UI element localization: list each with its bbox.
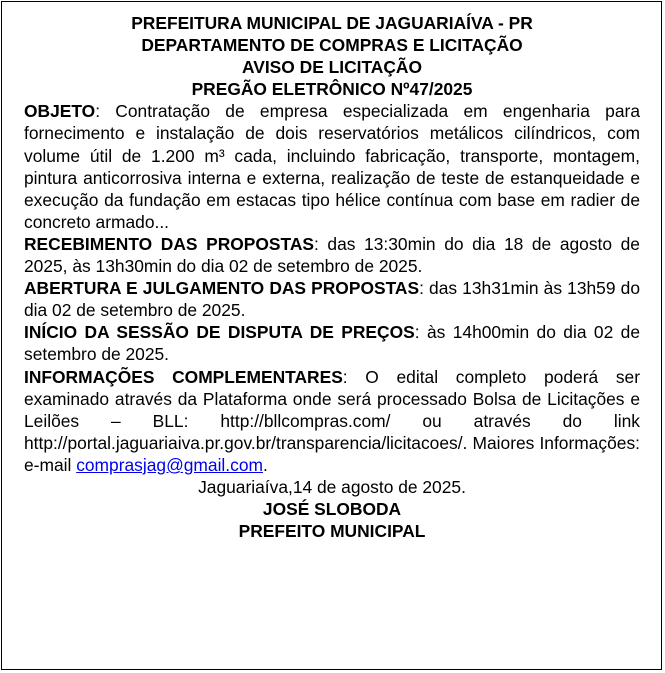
header-department: DEPARTAMENTO DE COMPRAS E LICITAÇÃO (141, 35, 523, 56)
objeto-text: : Contratação de empresa especializada em engenharia para fornecimento e instalação de dois reservatórios metálicos cilíndricos, com volume útil de 1.200 m³ cada, incluindo fabricação, transporte, montagem, pintura anticorrosiva interna e externa, realização de teste de estanqueidade e execução da fundação em estacas tipo hélice contínua com base em radier de concreto armado... (24, 101, 640, 232)
place-date: Jaguariaíva,14 de agosto de 2025. (198, 476, 466, 497)
abertura-paragraph (24, 277, 640, 321)
objeto-paragraph (24, 100, 640, 233)
inicio-label: INÍCIO DA SESSÃO DE DISPUTA DE PREÇOS (24, 322, 415, 343)
abertura-text: : das 13h31min às 13h59 do dia 02 de setembro de 2025. (24, 278, 640, 321)
abertura-label: ABERTURA E JULGAMENTO DAS PROPOSTAS (24, 278, 420, 299)
signatory-name: JOSÉ SLOBODA (262, 499, 402, 520)
inicio-text: : às 14h00min do dia 02 de setembro de 2025. (24, 322, 640, 365)
header-auction-number: PREGÃO ELETRÔNICO Nº47/2025 (191, 79, 473, 100)
informacoes-label: INFORMAÇÕES COMPLEMENTARES (24, 366, 343, 387)
email-link[interactable]: comprasjag@gmail.com (76, 454, 263, 475)
signoff (24, 476, 640, 542)
informacoes-suffix: . (262, 454, 268, 475)
recebimento-text: : das 13:30min do dia 18 de agosto de 2025, às 13h30min do dia 02 de setembro de 2025. (24, 233, 640, 277)
informacoes-text: : O edital completo poderá ser examinado através da Plataforma onde será processado Bolsa de Licitações e Leilões – BLL: http://bllcompras.com/ ou através do link http://portal.jaguariaiva.pr.gov.br/transparencia/licitacoes/. Maiores Informações: e-mail (24, 366, 640, 475)
recebimento-label: RECEBIMENTO DAS PROPOSTAS (24, 233, 314, 254)
informacoes-paragraph (24, 366, 640, 476)
header-municipality: PREFEITURA MUNICIPAL DE JAGUARIAÍVA - PR (131, 13, 533, 33)
signatory-role: PREFEITO MUNICIPAL (238, 521, 426, 542)
inicio-paragraph (24, 321, 640, 365)
recebimento-paragraph (24, 233, 640, 277)
objeto-label: OBJETO (24, 101, 96, 122)
notice-content (24, 12, 640, 542)
header-notice-type: AVISO DE LICITAÇÃO (241, 57, 423, 78)
